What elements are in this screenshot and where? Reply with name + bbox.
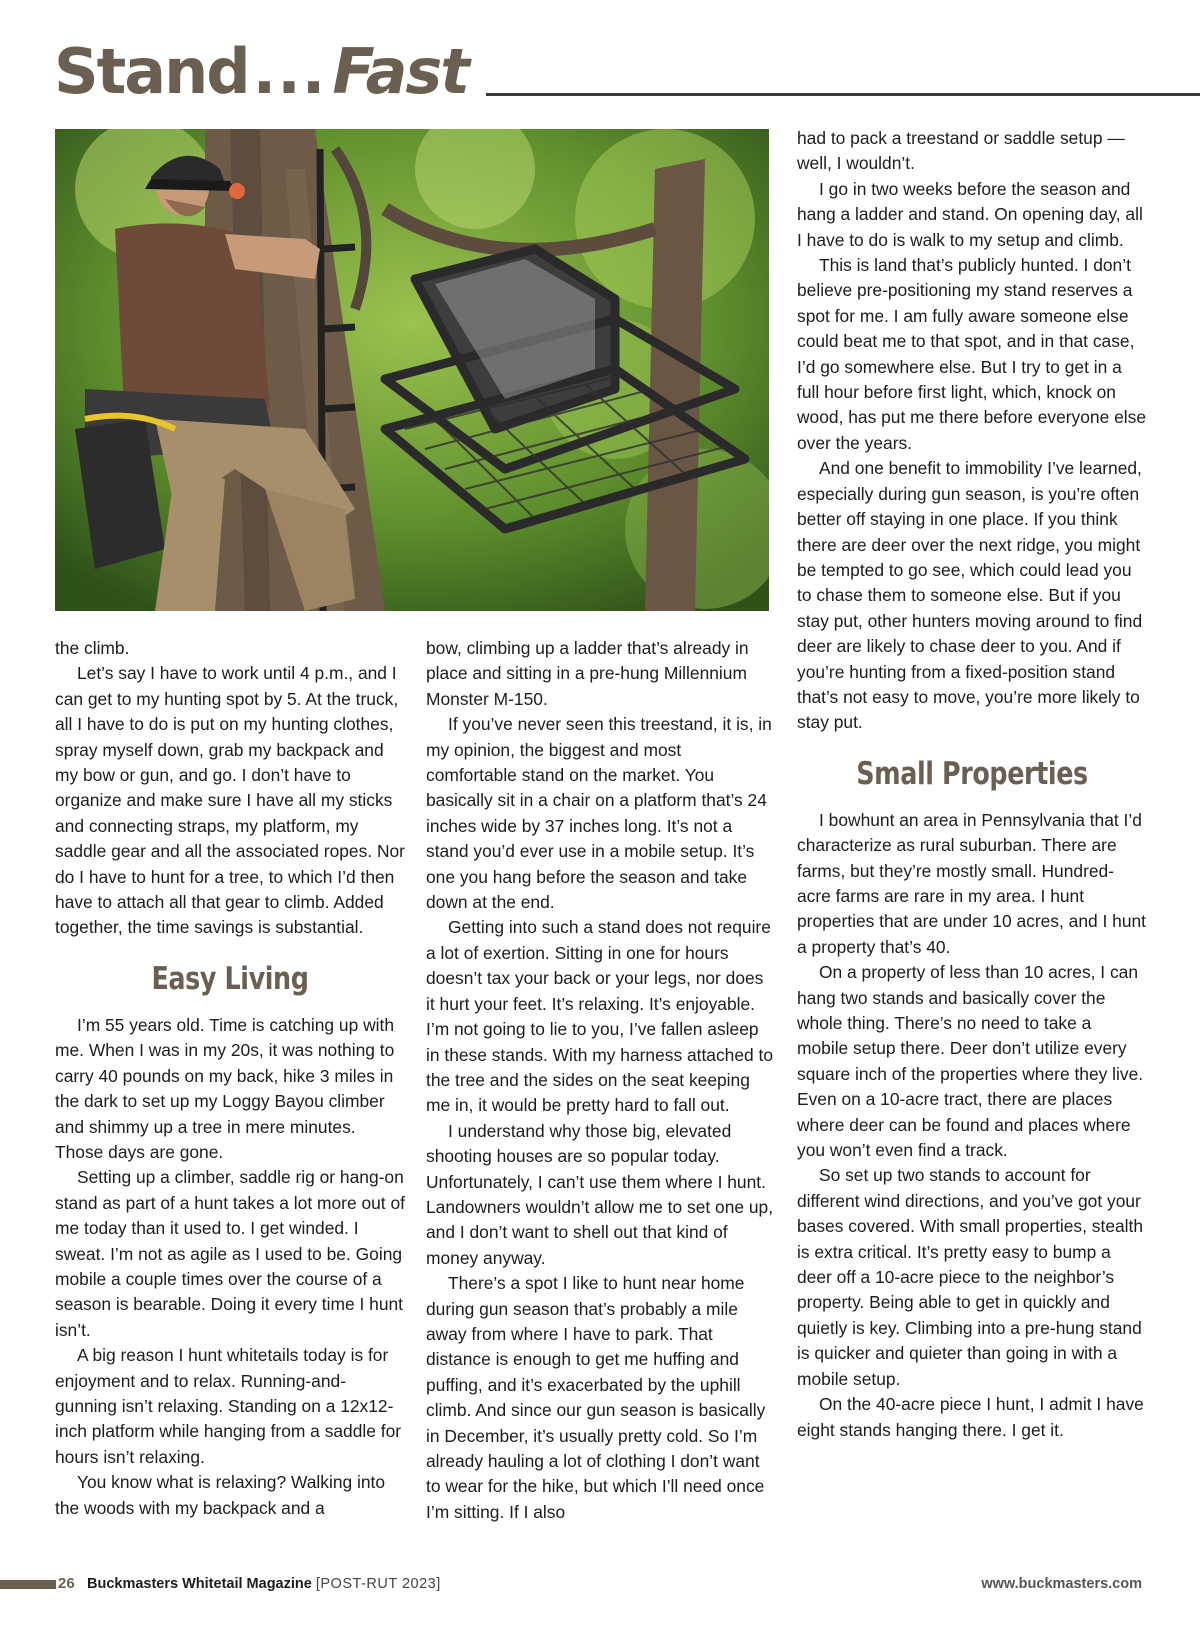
magazine-title: Buckmasters Whitetail Magazine: [87, 1576, 312, 1592]
paragraph: Getting into such a stand does not require a lot of exertion. Sitting in one for hours doesn’t tax your back or your legs, nor does it hurt your feet. It’s relaxing. It’s enjoyable. I’m not going to lie to you, I’ve fallen asleep in these stands. With my harness attached to the tree and the sides on the seat keeping me in, it would be pretty hard to fall out.: [426, 917, 774, 1116]
section-heading-easy-living: Easy Living: [151, 960, 309, 997]
footer-accent-bar: [0, 1580, 56, 1589]
website-link[interactable]: www.buckmasters.com: [981, 1576, 1142, 1592]
paragraph: So set up two stands to account for different wind directions, and you’ve got your bases covered. With small properties, stealth is extra critical. It’s pretty easy to bump a deer off a 10-acre piece to the neighbor’s property. Being able to get in quickly and quietly is key. Climbing into a pre-hung stand is quicker and quieter than going in with a mobile setup.: [797, 1165, 1144, 1389]
paragraph: I understand why those big, elevated shooting houses are so popular today. Unfortunately, I can’t use them where I hunt. Landowners wouldn’t allow me to set one up, and I don’t want to shell out that kind of money anyway.: [426, 1120, 774, 1268]
title-part-fast: Fast: [332, 35, 468, 108]
column-1: [55, 636, 405, 1521]
paragraph: A big reason I hunt whitetails today is for enjoyment and to relax. Running-and-gunning isn’t relaxing. Standing on a 12x12-inch platform while hanging from a saddle for hours isn’t relaxing.: [55, 1345, 402, 1467]
paragraph: On a property of less than 10 acres, I can hang two stands and basically cover the whole thing. There’s no need to take a mobile setup there. Deer don’t utilize every square inch of the properties where they live. Even on a 10-acre tract, there are places where deer can be found and places where you won’t even find a track.: [797, 962, 1144, 1161]
paragraph: You know what is relaxing? Walking into the woods with my backpack and a: [55, 1472, 386, 1518]
paragraph: If you’ve never seen this treestand, it is, in my opinion, the biggest and most comfortable stand on the market. You basically sit in a chair on a platform that’s 24 inches wide by 37 inches long. It’s not a stand you’d ever use in a mobile setup. It’s one you hang before the season and take down at the end.: [426, 714, 772, 913]
article-title: [54, 34, 468, 110]
title-rule: [486, 93, 1200, 96]
paragraph: Let’s say I have to work until 4 p.m., and I can get to my hunting spot by 5. At the truck, all I have to do is put on my hunting clothes, spray myself down, grab my backpack and my bow or gun, and go. I don’t have to organize and make sure I have all my sticks and connecting straps, my platform, my saddle gear and all the associated ropes. Nor do I have to hunt for a tree, to which I’d then have to attach all that gear to climb. Added together, the time savings is substantial.: [55, 663, 405, 938]
column-3: [797, 126, 1147, 1443]
title-ellipsis: ...: [252, 35, 327, 108]
paragraph: had to pack a treestand or saddle setup — well, I wouldn’t.: [797, 128, 1125, 174]
paragraph: Setting up a climber, saddle rig or hang-on stand as part of a hunt takes a lot more out of me today than it used to. I get winded. I sweat. I’m not as agile as I used to be. Going mobile a couple times over the course of a season is bearable. Doing it every time I hunt isn’t.: [55, 1167, 405, 1340]
paragraph: There’s a spot I like to hunt near home during gun season that’s probably a mile away from where I have to park. That distance is enough to get me huffing and puffing, and it’s exacerbated by the uphill climb. And since our gun season is basically in December, it’s usually pretty cold. So I’m already hauling a lot of clothing I don’t want to wear for the hike, but which I’ll need once I’m sitting. If I also: [426, 1273, 766, 1522]
page-number: 26: [58, 1575, 75, 1592]
paragraph: On the 40-acre piece I hunt, I admit I have eight stands hanging there. I get it.: [797, 1394, 1144, 1440]
page-footer: [0, 1571, 1200, 1597]
magazine-name: [87, 1571, 441, 1597]
column-2: [426, 636, 776, 1525]
title-part-stand: Stand: [54, 35, 249, 108]
issue-label: [POST-RUT 2023]: [315, 1576, 441, 1592]
paragraph: I bowhunt an area in Pennsylvania that I’d characterize as rural suburban. There are farms, but they’re mostly small. Hundred-acre farms are rare in my area. I hunt properties that are under 10 acres, and I hunt a property that’s 40.: [797, 809, 1147, 957]
paragraph: bow, climbing up a ladder that’s already in place and sitting in a pre-hung Millennium Monster M-150.: [426, 638, 749, 709]
paragraph: This is land that’s publicly hunted. I don’t believe pre-positioning my stand reserves a spot for me. I am fully aware someone else could beat me to that spot, and in that case, I’d go somewhere else. But I try to get in a full hour before first light, which, knock on wood, has put me there before everyone else over the years.: [797, 255, 1146, 453]
photo-illustration: [55, 129, 769, 611]
paragraph: I go in two weeks before the season and hang a ladder and stand. On opening day, all I have to do is walk to my setup and climb.: [797, 178, 1143, 250]
hunter-treestand-photo: [55, 129, 769, 611]
paragraph: And one benefit to immobility I’ve learned, especially during gun season, is you’re often better off staying in one place. If you think there are deer over the next ridge, you might be tempted to go see, which could lead you to chase them to someone else. But if you stay put, other hunters moving around to find deer are likely to chase deer to you. And if you’re hunting from a fixed-position stand that’s not easy to move, you’re more likely to stay put.: [797, 458, 1143, 733]
section-heading-small-properties: Small Properties: [856, 755, 1088, 792]
paragraph: I’m 55 years old. Time is catching up with me. When I was in my 20s, it was nothing to carry 40 pounds on my back, hike 3 miles in the dark to set up my Loggy Bayou climber and shimmy up a tree in mere minutes. Those days are gone.: [55, 1014, 395, 1162]
paragraph: the climb.: [55, 638, 130, 658]
